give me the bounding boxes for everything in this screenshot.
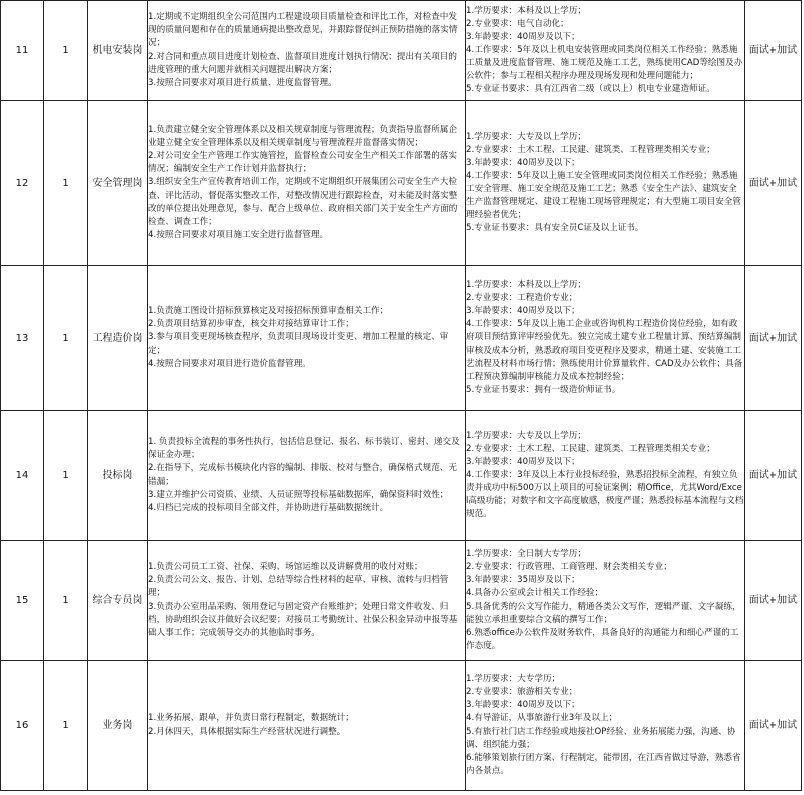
exam-method: 面试+加试	[745, 661, 802, 791]
requirements-cell	[466, 101, 745, 266]
requirement-line: 2.专业要求：土木工程、工民建、建筑类、工程管理类相关专业；	[466, 443, 715, 454]
table-row	[1, 541, 802, 661]
duty-line: 4.按照合同要求对项目施工安全进行监督管理。	[148, 229, 329, 240]
duty-line: 3.组织安全生产宣传教育培训工作，定期或不定期组织开展集团公司安全生产大检查、评比活动，督促落实整改工作，对整改情况进行跟踪检查，对未能及时落实整改的单位提出处理意见，参与、配合上级单位、政府相关部门关于安全生产方面的检查、调查工作；	[148, 177, 458, 227]
requirement-line: 5.有旅行社门店工作经验或地接社OP经验、业务拓展能力强，沟通、协调、组织能力强；	[466, 726, 736, 750]
requirement-line: 2.专业要求：土木工程、工民建、建筑类、工程管理类相关专业；	[466, 144, 715, 155]
requirement-line: 3.年龄要求：35周岁及以下；	[466, 575, 580, 586]
duty-line: 2.对公司安全生产管理工作实施管控，监督检查公司安全生产相关工作部署的落实情况；编制安全生产工作计划并监督执行；	[148, 151, 457, 175]
requirement-line: 2.专业要求：电气自动化；	[466, 18, 569, 29]
position-name: 投标岗	[88, 411, 148, 541]
requirement-line: 1.学历要求：大专及以上学历；	[466, 430, 586, 441]
requirement-line: 4.工作要求：5年及以上机电安装管理或同类岗位相关工作经验；熟悉施工质量及进度监督管理、施工规范及施工工艺，熟练使用CAD等绘图及办公软件；参与工程相关程序办理及现场发现和处理问题能力；	[466, 44, 743, 82]
table-body	[1, 1, 802, 791]
position-name: 机电安装岗	[88, 1, 148, 101]
requirement-line: 3.年龄要求：40周岁及以下；	[466, 306, 580, 317]
duty-line: 2.月休四天，具体根据实际生产经营状况进行调整。	[148, 726, 346, 737]
exam-method: 面试+加试	[745, 541, 802, 661]
requirements-cell	[466, 661, 745, 791]
hiring-count: 1	[44, 661, 88, 791]
exam-method: 面试+加试	[745, 411, 802, 541]
requirement-line: 4.有导游证，从事旅游行业3年及以上；	[466, 713, 618, 724]
requirement-line: 4.工作要求：5年及以上施工企业或咨询机构工程造价岗位经验，如有政府项目预结算评审经验优先。独立完成土建专业工程量计算、预结算编制审核及成本分析，熟悉政府项目变更程序及要求，精通土建、安装施工工艺流程及材料市场行情；熟练使用计价算量软件、CAD及办公软件；具备工程预决算编制审核能力及成本控制经验；	[466, 319, 743, 382]
requirement-line: 6.能够策划旅行团方案、行程制定，能带团，在江西省做过导游，熟悉省内各景点。	[466, 752, 741, 776]
requirement-line: 5.专业证书要求：拥有一级造价师证书。	[466, 384, 621, 395]
requirement-line: 2.专业要求：行政管理、工商管理、财会类相关专业；	[466, 562, 672, 573]
requirement-line: 1.学历要求：大专及以上学历；	[466, 131, 586, 142]
duty-line: 1. 负责投标全流程的事务性执行，包括信息登记、报名、标书装订、密封、递交及保证金办理；	[148, 437, 460, 461]
requirement-line: 3.年龄要求：40周岁及以下；	[466, 157, 580, 168]
duty-line: 3.按照合同要求对项目进行质量、进度监督管理。	[148, 77, 337, 88]
duty-line: 2.对合同和重点项目进度计划检查、监督项目进度计划执行情况；提出有关项目的进度管理的重大问题并就相关问题提出解决方案；	[148, 51, 457, 75]
hiring-count: 1	[44, 541, 88, 661]
hiring-count: 1	[44, 1, 88, 101]
duty-line: 2.负责项目结算初步审查，核交并对接结算审计工作；	[148, 319, 354, 330]
row-number: 11	[1, 1, 44, 101]
requirement-line: 5.专业证书要求：具有江西省二级（或以上）机电专业建造师证。	[466, 84, 715, 95]
duty-line: 3.建立并维护公司资质、业绩、人员证照等投标基础数据库，确保资料时效性；	[148, 489, 449, 500]
table-row	[1, 101, 802, 266]
duty-line: 1.业务拓展、跟单，并负责日常行程制定，数据统计；	[148, 713, 354, 724]
row-number: 12	[1, 101, 44, 266]
requirement-line: 1.学历要求：大专学历；	[466, 674, 561, 685]
requirement-line: 4.工作要求：5年及以上施工安全管理或同类岗位相关工作经验；熟悉施工安全管理、施工安全规范及施工工艺；熟悉《安全生产法》、建筑安全生产监督管理规定、建设工程施工现场管理规定；有大型施工项目安全管理经验者优先；	[466, 170, 742, 221]
duties-cell	[148, 541, 466, 661]
duty-line: 1.定期或不定期组织全公司范围内工程建设项目质量检查和评比工作，对检查中发现的质量问题和存在的质量通病提出整改意见，并跟踪督促纠正预防措施的落实情况；	[148, 12, 458, 49]
row-number: 15	[1, 541, 44, 661]
requirement-line: 6.熟悉office办公软件及财务软件，具备良好的沟通能力和细心严谨的工作态度。	[466, 627, 739, 651]
hiring-count: 1	[44, 266, 88, 411]
requirement-line: 2.专业要求：工程造价专业；	[466, 293, 578, 304]
row-number: 16	[1, 661, 44, 791]
duty-line: 1.负责建立健全安全管理体系以及相关规章制度与管理流程；负责指导监督所属企业建立健全安全管理体系以及相关规章制度与管理流程并监督落实情况；	[148, 125, 457, 149]
row-number: 14	[1, 411, 44, 541]
duty-line: 3.负责办公室用品采购、领用登记与固定资产台账维护；处理日常文件收发、归档，协助组织会议并做好会议纪要；对接员工考勤统计、社保公积金异动申报等基础人事工作；完成领导交办的其他临时事务。	[148, 601, 458, 638]
requirement-line: 4.工作要求：3年及以上本行业投标经验，熟悉招投标全流程，有独立负责并成功中标500万以上项目的可验证案例；精Office，尤其Word/Excel高级功能；对数字和文字高度敏感，极度严谨；熟悉投标基本流程与文档规范。	[466, 469, 744, 520]
position-name: 安全管理岗	[88, 101, 148, 266]
requirement-line: 1.学历要求：全日制大专学历；	[466, 549, 586, 560]
exam-method: 面试+加试	[745, 266, 802, 411]
requirements-cell	[466, 541, 745, 661]
table-row	[1, 411, 802, 541]
requirements-cell	[466, 266, 745, 411]
requirement-line: 3.年龄要求：40周岁及以下；	[466, 700, 580, 711]
requirement-line: 5.具备优秀的公文写作能力，精通各类公文写作，逻辑严谨、文字凝练，能独立承担重要综合文稿的撰写工作；	[466, 601, 741, 625]
requirements-cell	[466, 411, 745, 541]
duties-cell	[148, 1, 466, 101]
exam-method: 面试+加试	[745, 101, 802, 266]
duty-line: 1.负责公司员工工资、社保、采购、场馆运维以及讲解费用的收付对账；	[148, 562, 423, 573]
table-row	[1, 661, 802, 791]
hiring-count: 1	[44, 411, 88, 541]
position-name: 业务岗	[88, 661, 148, 791]
requirement-line: 5.专业证书要求：具有安全员C证及以上证书。	[466, 223, 644, 234]
requirements-cell	[466, 1, 745, 101]
duties-cell	[148, 661, 466, 791]
duties-cell	[148, 101, 466, 266]
duty-line: 4.归档已完成的投标项目全部文件，并协助进行基础数据统计。	[148, 502, 389, 513]
requirement-line: 1.学历要求：本科及以上学历；	[466, 5, 586, 16]
requirement-line: 3.年龄要求：40周岁及以下；	[466, 31, 580, 42]
duty-line: 2.负责公司公文、报告、计划、总结等综合性材料的起草、审核、流转与归档管理；	[148, 575, 449, 599]
requirement-line: 2.专业要求：旅游相关专业；	[466, 687, 578, 698]
duties-cell	[148, 266, 466, 411]
table-row	[1, 266, 802, 411]
duties-cell	[148, 411, 466, 541]
position-name: 工程造价岗	[88, 266, 148, 411]
table-row	[1, 1, 802, 101]
hiring-count: 1	[44, 101, 88, 266]
duty-line: 1.负责施工图设计招标预算核定及对接招标预算审查相关工作；	[148, 306, 389, 317]
requirement-line: 3.年龄要求：40周岁及以下；	[466, 456, 580, 467]
exam-method: 面试+加试	[745, 1, 802, 101]
row-number: 13	[1, 266, 44, 411]
position-name: 综合专员岗	[88, 541, 148, 661]
requirement-line: 4.具备办公室或会计相关工作经验；	[466, 588, 604, 599]
requirement-line: 1.学历要求：本科及以上学历；	[466, 280, 586, 291]
duty-line: 4.按照合同要求对项目进行造价监督管理。	[148, 358, 311, 369]
duty-line: 3.参与项目变更现场核查程序，负责项目现场设计变更、增加工程量的核定、审定；	[148, 332, 449, 356]
duty-line: 2.在指导下，完成标书模块化内容的编制、排版、校对与整合，确保格式规范、无错漏；	[148, 463, 457, 487]
